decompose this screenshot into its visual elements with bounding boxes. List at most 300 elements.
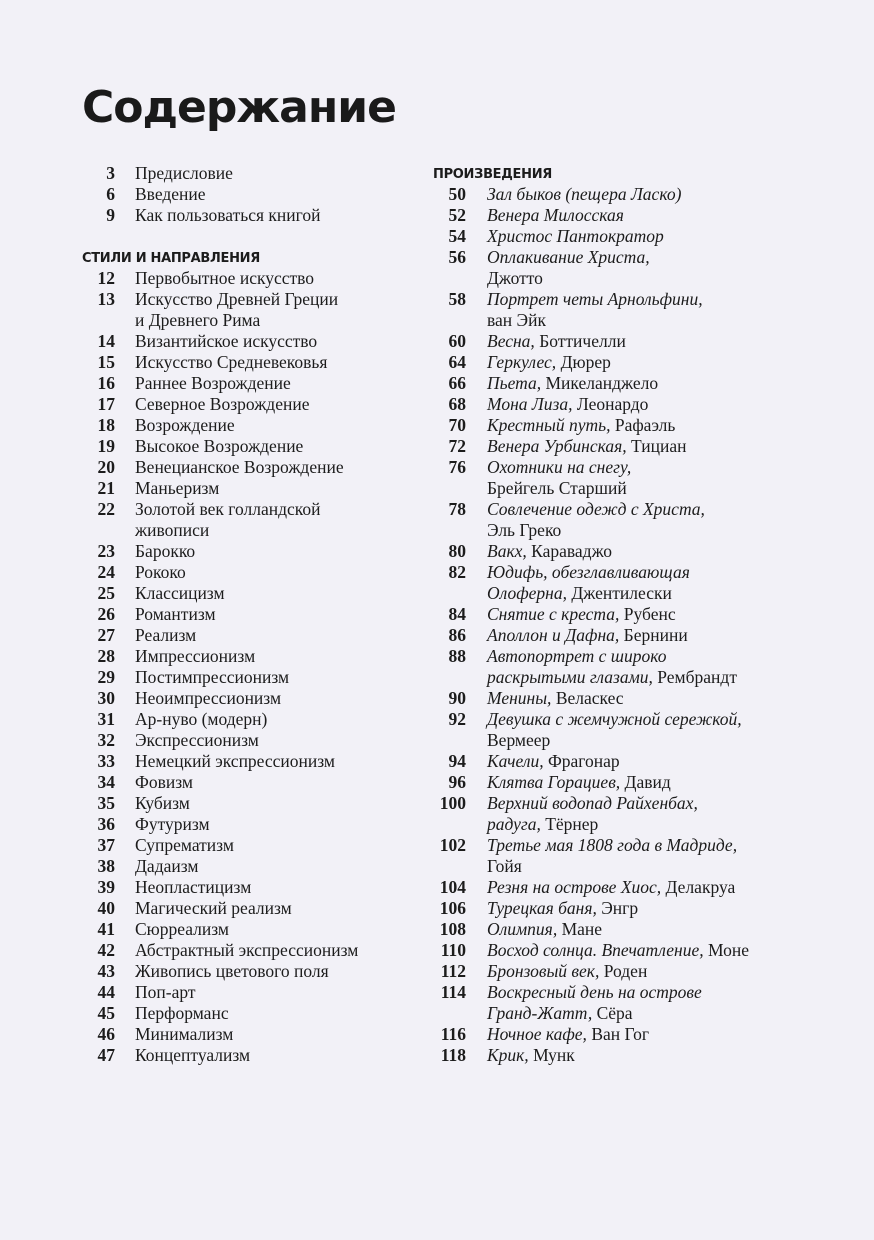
artwork-title: Бронзовый век, [487, 961, 600, 981]
toc-entry[interactable] [82, 163, 412, 184]
toc-entry[interactable] [82, 877, 412, 898]
page-number: 60 [448, 331, 466, 351]
artist-name: Тёрнер [540, 814, 599, 834]
entry-title-line [487, 457, 853, 478]
entry-title [487, 499, 853, 541]
page-number: 14 [97, 331, 115, 351]
entry-title [135, 583, 412, 604]
page-number: 108 [439, 919, 466, 939]
entry-title [135, 1003, 412, 1024]
artist-name: Сёра [592, 1003, 633, 1023]
artwork-title: Девушка с жемчужной сережкой, [487, 709, 742, 729]
page-number: 52 [448, 205, 466, 225]
page-number: 92 [448, 709, 466, 729]
page-number: 78 [448, 499, 466, 519]
artwork-title: Восход солнца. Впечатление, [487, 940, 704, 960]
entry-title-line: Фовизм [135, 772, 193, 792]
toc-entry[interactable] [433, 604, 853, 625]
toc-entry[interactable] [433, 541, 853, 562]
artwork-title: Вакх, [487, 541, 527, 561]
page-number: 16 [97, 373, 115, 393]
toc-entry[interactable] [82, 898, 412, 919]
artwork-title: Христос Пантократор [487, 226, 664, 246]
entry-title [487, 1045, 853, 1066]
artwork-title: Воскресный день на острове [487, 982, 702, 1002]
entry-title [487, 373, 853, 394]
page-number: 21 [97, 478, 115, 498]
artwork-title: Портрет четы Арнольфини, [487, 289, 703, 309]
entry-title-line [487, 793, 853, 814]
artwork-title: Третье мая 1808 года в Мадриде, [487, 835, 738, 855]
works-list [433, 184, 853, 1066]
page-number: 40 [97, 898, 115, 918]
toc-entry[interactable] [433, 247, 853, 289]
entry-title [487, 541, 853, 562]
entry-title-line [487, 436, 853, 457]
toc-entry[interactable] [82, 814, 412, 835]
entry-title-line: Постимпрессионизм [135, 667, 290, 687]
artist-name: Энгр [596, 898, 639, 918]
artwork-title: Автопортрет с широко [487, 646, 667, 666]
toc-entry[interactable] [82, 646, 412, 667]
toc-entry[interactable] [82, 772, 412, 793]
page-number: 116 [440, 1024, 466, 1044]
entry-title [135, 352, 412, 373]
toc-entry[interactable] [433, 1024, 853, 1045]
entry-title-line [487, 919, 853, 940]
toc-entry[interactable] [433, 394, 853, 415]
page-number: 54 [448, 226, 466, 246]
toc-entry[interactable] [82, 793, 412, 814]
page-number: 39 [97, 877, 115, 897]
page-number: 106 [439, 898, 466, 918]
entry-title-line [487, 289, 853, 310]
section-heading-works: ПРОИЗВЕДЕНИЯ [433, 167, 552, 182]
page-number: 35 [97, 793, 115, 813]
artist-name: Джентилески [566, 583, 672, 603]
toc-entry[interactable] [433, 184, 853, 205]
entry-title-line: Рококо [135, 562, 186, 582]
entry-title-line [487, 331, 853, 352]
toc-entry[interactable] [433, 1045, 853, 1066]
page-number: 23 [97, 541, 115, 561]
entry-title [135, 982, 412, 1003]
artwork-title: Аполлон и Дафна, [487, 625, 620, 645]
entry-title-line: Ар-нуво (модерн) [135, 709, 268, 729]
toc-entry[interactable] [433, 919, 853, 940]
entry-title-line [487, 814, 853, 835]
artist-name: Микеланджело [541, 373, 659, 393]
artwork-title: радуга, [487, 814, 541, 834]
toc-entry[interactable] [82, 835, 412, 856]
entry-title-line: Введение [135, 184, 206, 204]
page-number: 110 [440, 940, 466, 960]
toc-entry[interactable] [82, 688, 412, 709]
toc-entry[interactable] [433, 772, 853, 793]
artist-name: Мане [557, 919, 603, 939]
entry-title-line: Барокко [135, 541, 196, 561]
toc-entry[interactable] [433, 457, 853, 499]
entry-title [487, 226, 853, 247]
entry-title-line [487, 394, 853, 415]
entry-title-line [487, 310, 853, 331]
artwork-title: Гранд-Жатт, [487, 1003, 593, 1023]
entry-title [135, 289, 412, 331]
entry-title-line [487, 1003, 853, 1024]
entry-title [135, 1045, 412, 1066]
toc-entry[interactable] [82, 667, 412, 688]
page-number: 100 [439, 793, 466, 813]
entry-title [135, 394, 412, 415]
entry-title-line: Раннее Возрождение [135, 373, 291, 393]
entry-title-line: Перформанс [135, 1003, 229, 1023]
entry-title-line [487, 709, 853, 730]
toc-entry[interactable] [82, 919, 412, 940]
page-number: 104 [439, 877, 466, 897]
page-number: 33 [97, 751, 115, 771]
entry-title-line: Импрессионизм [135, 646, 256, 666]
entry-title-line [487, 730, 853, 751]
entry-title [135, 457, 412, 478]
toc-entry[interactable] [82, 730, 412, 751]
artwork-title: раскрытыми глазами, [487, 667, 653, 687]
toc-entry[interactable] [82, 352, 412, 373]
toc-entry[interactable] [433, 898, 853, 919]
entry-title-line [487, 415, 853, 436]
toc-entry[interactable] [82, 1045, 412, 1066]
entry-title [135, 1024, 412, 1045]
toc-entry[interactable] [433, 688, 853, 709]
page-number: 112 [440, 961, 466, 981]
entry-title-line [487, 898, 853, 919]
toc-entry[interactable] [433, 961, 853, 982]
page-number: 102 [439, 835, 466, 855]
entry-title [135, 331, 412, 352]
entry-title-line [487, 982, 853, 1003]
entry-title-line: Неоимпрессионизм [135, 688, 282, 708]
entry-title-line [487, 646, 853, 667]
artwork-title: Весна, [487, 331, 535, 351]
toc-entry[interactable] [433, 982, 853, 1024]
entry-title-line: Маньеризм [135, 478, 220, 498]
entry-title [135, 268, 412, 289]
page-title: Содержание [82, 82, 396, 133]
toc-entry[interactable] [433, 625, 853, 646]
entry-title-line: и Древнего Рима [135, 310, 261, 330]
entry-title [487, 436, 853, 457]
entry-title [135, 667, 412, 688]
artwork-title: Геркулес, [487, 352, 557, 372]
toc-entry[interactable] [433, 289, 853, 331]
artwork-title: Клятва Горациев, [487, 772, 621, 792]
entry-title [487, 919, 853, 940]
toc-entry[interactable] [433, 373, 853, 394]
entry-title-line [487, 520, 853, 541]
artist-name: Дюрер [556, 352, 611, 372]
entry-title-line: Северное Возрождение [135, 394, 310, 414]
toc-entry[interactable] [82, 583, 412, 604]
artist-name: Фрагонар [543, 751, 620, 771]
artwork-title: Оплакивание Христа, [487, 247, 650, 267]
page-number: 84 [448, 604, 466, 624]
page-number: 66 [448, 373, 466, 393]
artist-name: Моне [703, 940, 749, 960]
entry-title [487, 625, 853, 646]
toc-entry[interactable] [82, 751, 412, 772]
entry-title-line: Магический реализм [135, 898, 292, 918]
artwork-title: Зал быков (пещера Ласко) [487, 184, 682, 204]
page-number: 50 [448, 184, 466, 204]
entry-title-line: Дадаизм [135, 856, 199, 876]
page-number: 41 [97, 919, 115, 939]
toc-entry[interactable] [82, 184, 412, 205]
entry-title [135, 877, 412, 898]
entry-title-line: живописи [135, 520, 210, 540]
entry-title [135, 163, 412, 184]
artwork-title: Менины, [487, 688, 552, 708]
toc-entry[interactable] [433, 352, 853, 373]
entry-title [487, 331, 853, 352]
page-number: 22 [97, 499, 115, 519]
toc-entry[interactable] [82, 394, 412, 415]
artwork-title: Охотники на снегу, [487, 457, 632, 477]
page-number: 3 [106, 163, 115, 183]
toc-entry[interactable] [82, 478, 412, 499]
entry-title [135, 478, 412, 499]
page-number: 31 [97, 709, 115, 729]
toc-entry[interactable] [433, 751, 853, 772]
toc-entry[interactable] [82, 709, 412, 730]
entry-title-line [487, 688, 853, 709]
page-number: 94 [448, 751, 466, 771]
entry-title [487, 982, 853, 1024]
toc-entry[interactable] [433, 646, 853, 688]
entry-title-line [487, 667, 853, 688]
artwork-title: Крик, [487, 1045, 529, 1065]
entry-title [135, 625, 412, 646]
artwork-title: Ночное кафе, [487, 1024, 587, 1044]
page-number: 43 [97, 961, 115, 981]
toc-entry[interactable] [82, 1024, 412, 1045]
page-number: 25 [97, 583, 115, 603]
toc-entry[interactable] [82, 415, 412, 436]
entry-title [135, 919, 412, 940]
page-number: 28 [97, 646, 115, 666]
entry-title [487, 184, 853, 205]
artist-name: Леонардо [572, 394, 649, 414]
entry-title-line: Византийское искусство [135, 331, 318, 351]
toc-entry[interactable] [433, 835, 853, 877]
page-number: 96 [448, 772, 466, 792]
entry-title [135, 541, 412, 562]
entry-title-line: Поп-арт [135, 982, 196, 1002]
entry-title-line: Немецкий экспрессионизм [135, 751, 336, 771]
artwork-title: Турецкая баня, [487, 898, 597, 918]
page-number: 47 [97, 1045, 115, 1065]
artwork-title: Качели, [487, 751, 544, 771]
toc-entry[interactable] [82, 625, 412, 646]
entry-title [135, 436, 412, 457]
entry-title-line: Абстрактный экспрессионизм [135, 940, 359, 960]
toc-entry[interactable] [82, 541, 412, 562]
artist-name: Мунк [528, 1045, 575, 1065]
entry-title [135, 688, 412, 709]
page-number: 90 [448, 688, 466, 708]
entry-title-line: Возрождение [135, 415, 235, 435]
entry-title-line: Искусство Древней Греции [135, 289, 339, 309]
entry-title [135, 184, 412, 205]
entry-title-line [487, 499, 853, 520]
page-number: 68 [448, 394, 466, 414]
entry-title [135, 940, 412, 961]
toc-entry[interactable] [82, 499, 412, 541]
artwork-title: Снятие с креста, [487, 604, 620, 624]
page-number: 15 [97, 352, 115, 372]
toc-entry[interactable] [82, 982, 412, 1003]
page-number: 19 [97, 436, 115, 456]
page-number: 82 [448, 562, 466, 582]
toc-entry[interactable] [82, 436, 412, 457]
entry-title [487, 877, 853, 898]
toc-entry[interactable] [82, 1003, 412, 1024]
entry-title-line: Классицизм [135, 583, 225, 603]
page-number: 44 [97, 982, 115, 1002]
toc-entry[interactable] [433, 499, 853, 541]
artist-name: Джотто [487, 268, 543, 288]
page-number: 118 [440, 1045, 466, 1065]
toc-entry[interactable] [82, 940, 412, 961]
entry-title-line: Неопластицизм [135, 877, 252, 897]
entry-title-line [487, 226, 853, 247]
artwork-title: Совлечение одежд с Христа, [487, 499, 705, 519]
toc-entry[interactable] [433, 709, 853, 751]
entry-title [487, 247, 853, 289]
artwork-title: Венера Урбинская, [487, 436, 627, 456]
entry-title-line: Венецианское Возрождение [135, 457, 344, 477]
page-number: 24 [97, 562, 115, 582]
toc-entry[interactable] [82, 856, 412, 877]
entry-title [135, 205, 412, 226]
page-number: 80 [448, 541, 466, 561]
entry-title-line: Реализм [135, 625, 197, 645]
entry-title-line: Супрематизм [135, 835, 234, 855]
entry-title [135, 730, 412, 751]
toc-entry[interactable] [433, 436, 853, 457]
entry-title [135, 646, 412, 667]
artist-name: Брейгель Старший [487, 478, 627, 498]
entry-title [487, 751, 853, 772]
artist-name: Давид [620, 772, 671, 792]
toc-entry[interactable] [82, 604, 412, 625]
entry-title-line [487, 835, 853, 856]
artwork-title: Олоферна, [487, 583, 567, 603]
entry-title-line [487, 856, 853, 877]
page-number: 76 [448, 457, 466, 477]
toc-entry[interactable] [433, 331, 853, 352]
entry-title-line [487, 604, 853, 625]
entry-title-line [487, 562, 853, 583]
toc-entry[interactable] [433, 877, 853, 898]
entry-title [487, 352, 853, 373]
entry-title [135, 499, 412, 541]
page-number: 29 [97, 667, 115, 687]
entry-title-line: Как пользоваться книгой [135, 205, 321, 225]
page-number: 56 [448, 247, 466, 267]
toc-entry[interactable] [82, 961, 412, 982]
entry-title [487, 772, 853, 793]
entry-title-line [487, 583, 853, 604]
entry-title-line [487, 940, 853, 961]
entry-title-line: Предисловие [135, 163, 233, 183]
entry-title [487, 646, 853, 688]
entry-title [135, 751, 412, 772]
entry-title-line: Высокое Возрождение [135, 436, 304, 456]
entry-title [487, 688, 853, 709]
artist-name: Гойя [487, 856, 522, 876]
entry-title [135, 793, 412, 814]
spacer [82, 226, 412, 247]
artwork-title: Резня на острове Хиос, [487, 877, 662, 897]
toc-entry[interactable] [433, 205, 853, 226]
entry-title-line: Минимализм [135, 1024, 234, 1044]
entry-title [487, 793, 853, 835]
toc-entry[interactable] [82, 562, 412, 583]
toc-entry[interactable] [82, 331, 412, 352]
artist-name: Бернини [619, 625, 688, 645]
artist-name: Рафаэль [610, 415, 676, 435]
entry-title-line [487, 478, 853, 499]
artist-name: Делакруа [661, 877, 736, 897]
toc-entry[interactable] [82, 268, 412, 289]
entry-title-line [487, 751, 853, 772]
entry-title-line [487, 1045, 853, 1066]
entry-title-line [487, 247, 853, 268]
toc-entry[interactable] [433, 226, 853, 247]
entry-title [487, 394, 853, 415]
page-number: 27 [97, 625, 115, 645]
page-number: 6 [106, 184, 115, 204]
entry-title [487, 205, 853, 226]
entry-title-line [487, 541, 853, 562]
toc-entry[interactable] [82, 457, 412, 478]
entry-title [487, 961, 853, 982]
toc-entry[interactable] [82, 373, 412, 394]
toc-entry[interactable] [82, 205, 412, 226]
toc-entry[interactable] [433, 940, 853, 961]
entry-title-line [487, 961, 853, 982]
page-number: 9 [106, 205, 115, 225]
page-number: 18 [97, 415, 115, 435]
artist-name: ван Эйк [487, 310, 546, 330]
entry-title-line: Искусство Средневековья [135, 352, 328, 372]
entry-title-line [487, 373, 853, 394]
artwork-title: Мона Лиза, [487, 394, 573, 414]
entry-title-line [487, 772, 853, 793]
artist-name: Тициан [626, 436, 687, 456]
toc-right-column [433, 163, 853, 1066]
toc-entry[interactable] [433, 415, 853, 436]
entry-title [487, 604, 853, 625]
toc-entry[interactable] [433, 793, 853, 835]
toc-left-column [82, 163, 412, 1066]
toc-entry[interactable] [82, 289, 412, 331]
toc-entry[interactable] [433, 562, 853, 604]
entry-title [487, 1024, 853, 1045]
artist-name: Рубенс [619, 604, 676, 624]
page-number: 37 [97, 835, 115, 855]
page-number: 70 [448, 415, 466, 435]
page-number: 17 [97, 394, 115, 414]
